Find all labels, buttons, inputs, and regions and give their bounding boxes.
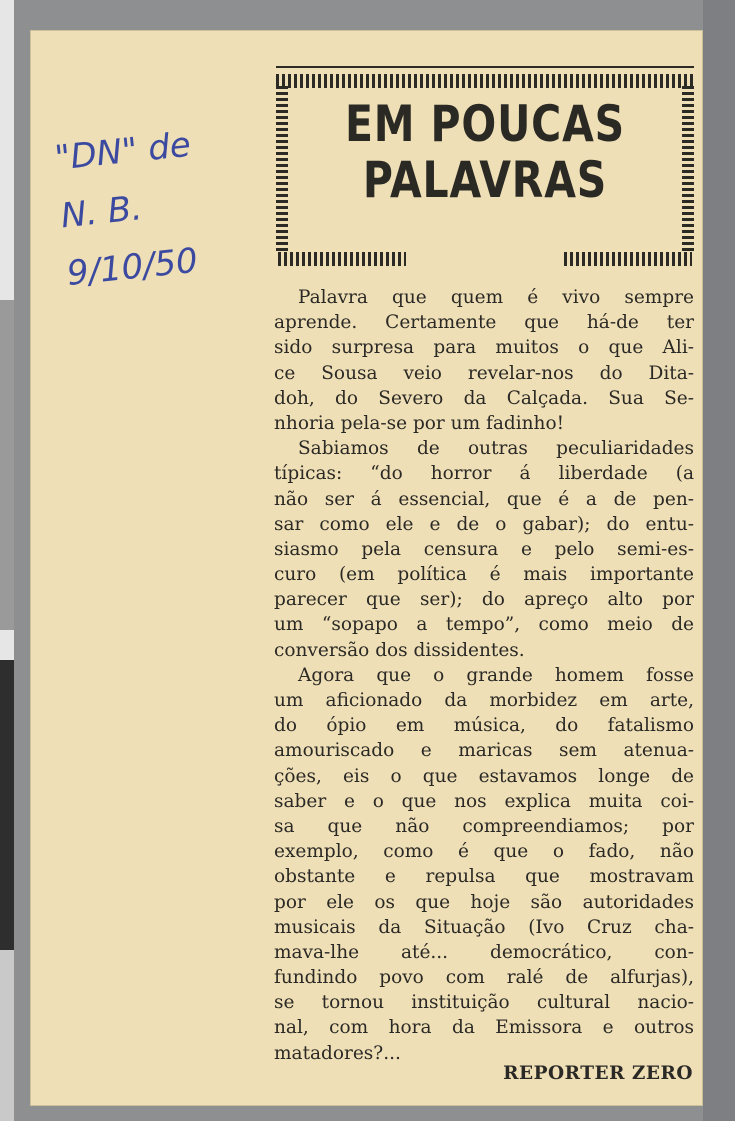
headline-frame bbox=[276, 66, 694, 266]
scanner-color-strip bbox=[0, 0, 14, 1121]
headline-line-2: PALAVRAS bbox=[362, 151, 608, 209]
annotation-line: N. B. bbox=[59, 188, 144, 237]
article-line: nhoria pela-se por um fadinho! bbox=[274, 412, 565, 434]
article-line: se tornou instituição cultural nacio- bbox=[274, 992, 694, 1014]
handwritten-annotation bbox=[52, 112, 239, 303]
article-line: sido surpresa para muitos o que Ali- bbox=[274, 337, 694, 359]
headline-top-rule bbox=[276, 66, 694, 68]
annotation-line: 9/10/50 bbox=[65, 240, 200, 295]
headline-hatch-bottom-right bbox=[564, 252, 692, 266]
strip-segment bbox=[0, 660, 14, 950]
article-line: curo (em política é mais importante bbox=[274, 564, 694, 586]
strip-segment bbox=[0, 0, 14, 300]
article-line: um “sopapo a tempo”, como meio de bbox=[274, 614, 694, 636]
article-line: conversão dos dissidentes. bbox=[274, 639, 525, 661]
article-line: musicais da Situação (Ivo Cruz cha- bbox=[274, 916, 694, 938]
background-edge bbox=[703, 0, 735, 1121]
article-line: ce Sousa veio revelar-nos do Dita- bbox=[274, 362, 694, 384]
article-line: saber e o que nos explica muita coi- bbox=[274, 790, 694, 812]
article-line: sar como ele e de o gabar); do entu- bbox=[274, 513, 694, 535]
article-line: não ser á essencial, que é a de pen- bbox=[274, 488, 694, 510]
article-line: doh, do Severo da Calçada. Sua Se- bbox=[274, 387, 694, 409]
headline-line-1: EM POUCAS bbox=[344, 95, 626, 153]
article-body bbox=[274, 285, 694, 1066]
article-line: exemplo, como é que o fado, não bbox=[274, 841, 694, 863]
article-line: aprende. Certamente que há-de ter bbox=[274, 312, 694, 334]
article-line: típicas: “do horror á liberdade (a bbox=[274, 463, 694, 485]
article-line: ções, eis o que estavamos longe de bbox=[274, 765, 694, 787]
strip-segment bbox=[0, 950, 14, 1121]
article-line: Palavra que quem é vivo sempre bbox=[298, 287, 694, 308]
article-line: por ele os que hoje são autoridades bbox=[274, 891, 694, 913]
headline-hatch-top bbox=[276, 74, 694, 88]
article-line: nal, com hora da Emissora e outros bbox=[274, 1017, 694, 1039]
article-line: Sabiamos de outras peculiaridades bbox=[298, 438, 694, 460]
headline-hatch-bottom-left bbox=[278, 252, 406, 266]
article-line: parecer que ser); do apreço alto por bbox=[274, 589, 694, 611]
strip-segment bbox=[0, 300, 14, 630]
article-line: mava-lhe até... democrático, con- bbox=[274, 941, 694, 963]
article-line: um aficionado da morbidez em arte, bbox=[274, 690, 694, 711]
article-line: matadores?... bbox=[274, 1042, 401, 1064]
byline-signature: REPORTER ZERO bbox=[503, 1063, 693, 1084]
strip-segment bbox=[0, 630, 14, 660]
article-line: fundindo povo com ralé de alfurjas), bbox=[274, 967, 694, 989]
article-line: Agora que o grande homem fosse bbox=[298, 664, 694, 686]
annotation-line: "DN" de bbox=[52, 124, 193, 179]
article-line: amouriscado e maricas sem atenua- bbox=[274, 740, 694, 762]
headline-hatch-right bbox=[682, 86, 694, 252]
article-line: do ópio em música, do fatalismo bbox=[274, 715, 694, 737]
headline-hatch-left bbox=[276, 86, 288, 252]
headline bbox=[306, 96, 664, 208]
article-line: siasmo pela censura e pelo semi-es- bbox=[274, 538, 694, 560]
article-line: sa que não compreendiamos; por bbox=[274, 815, 694, 837]
article-line: obstante e repulsa que mostravam bbox=[274, 866, 694, 888]
